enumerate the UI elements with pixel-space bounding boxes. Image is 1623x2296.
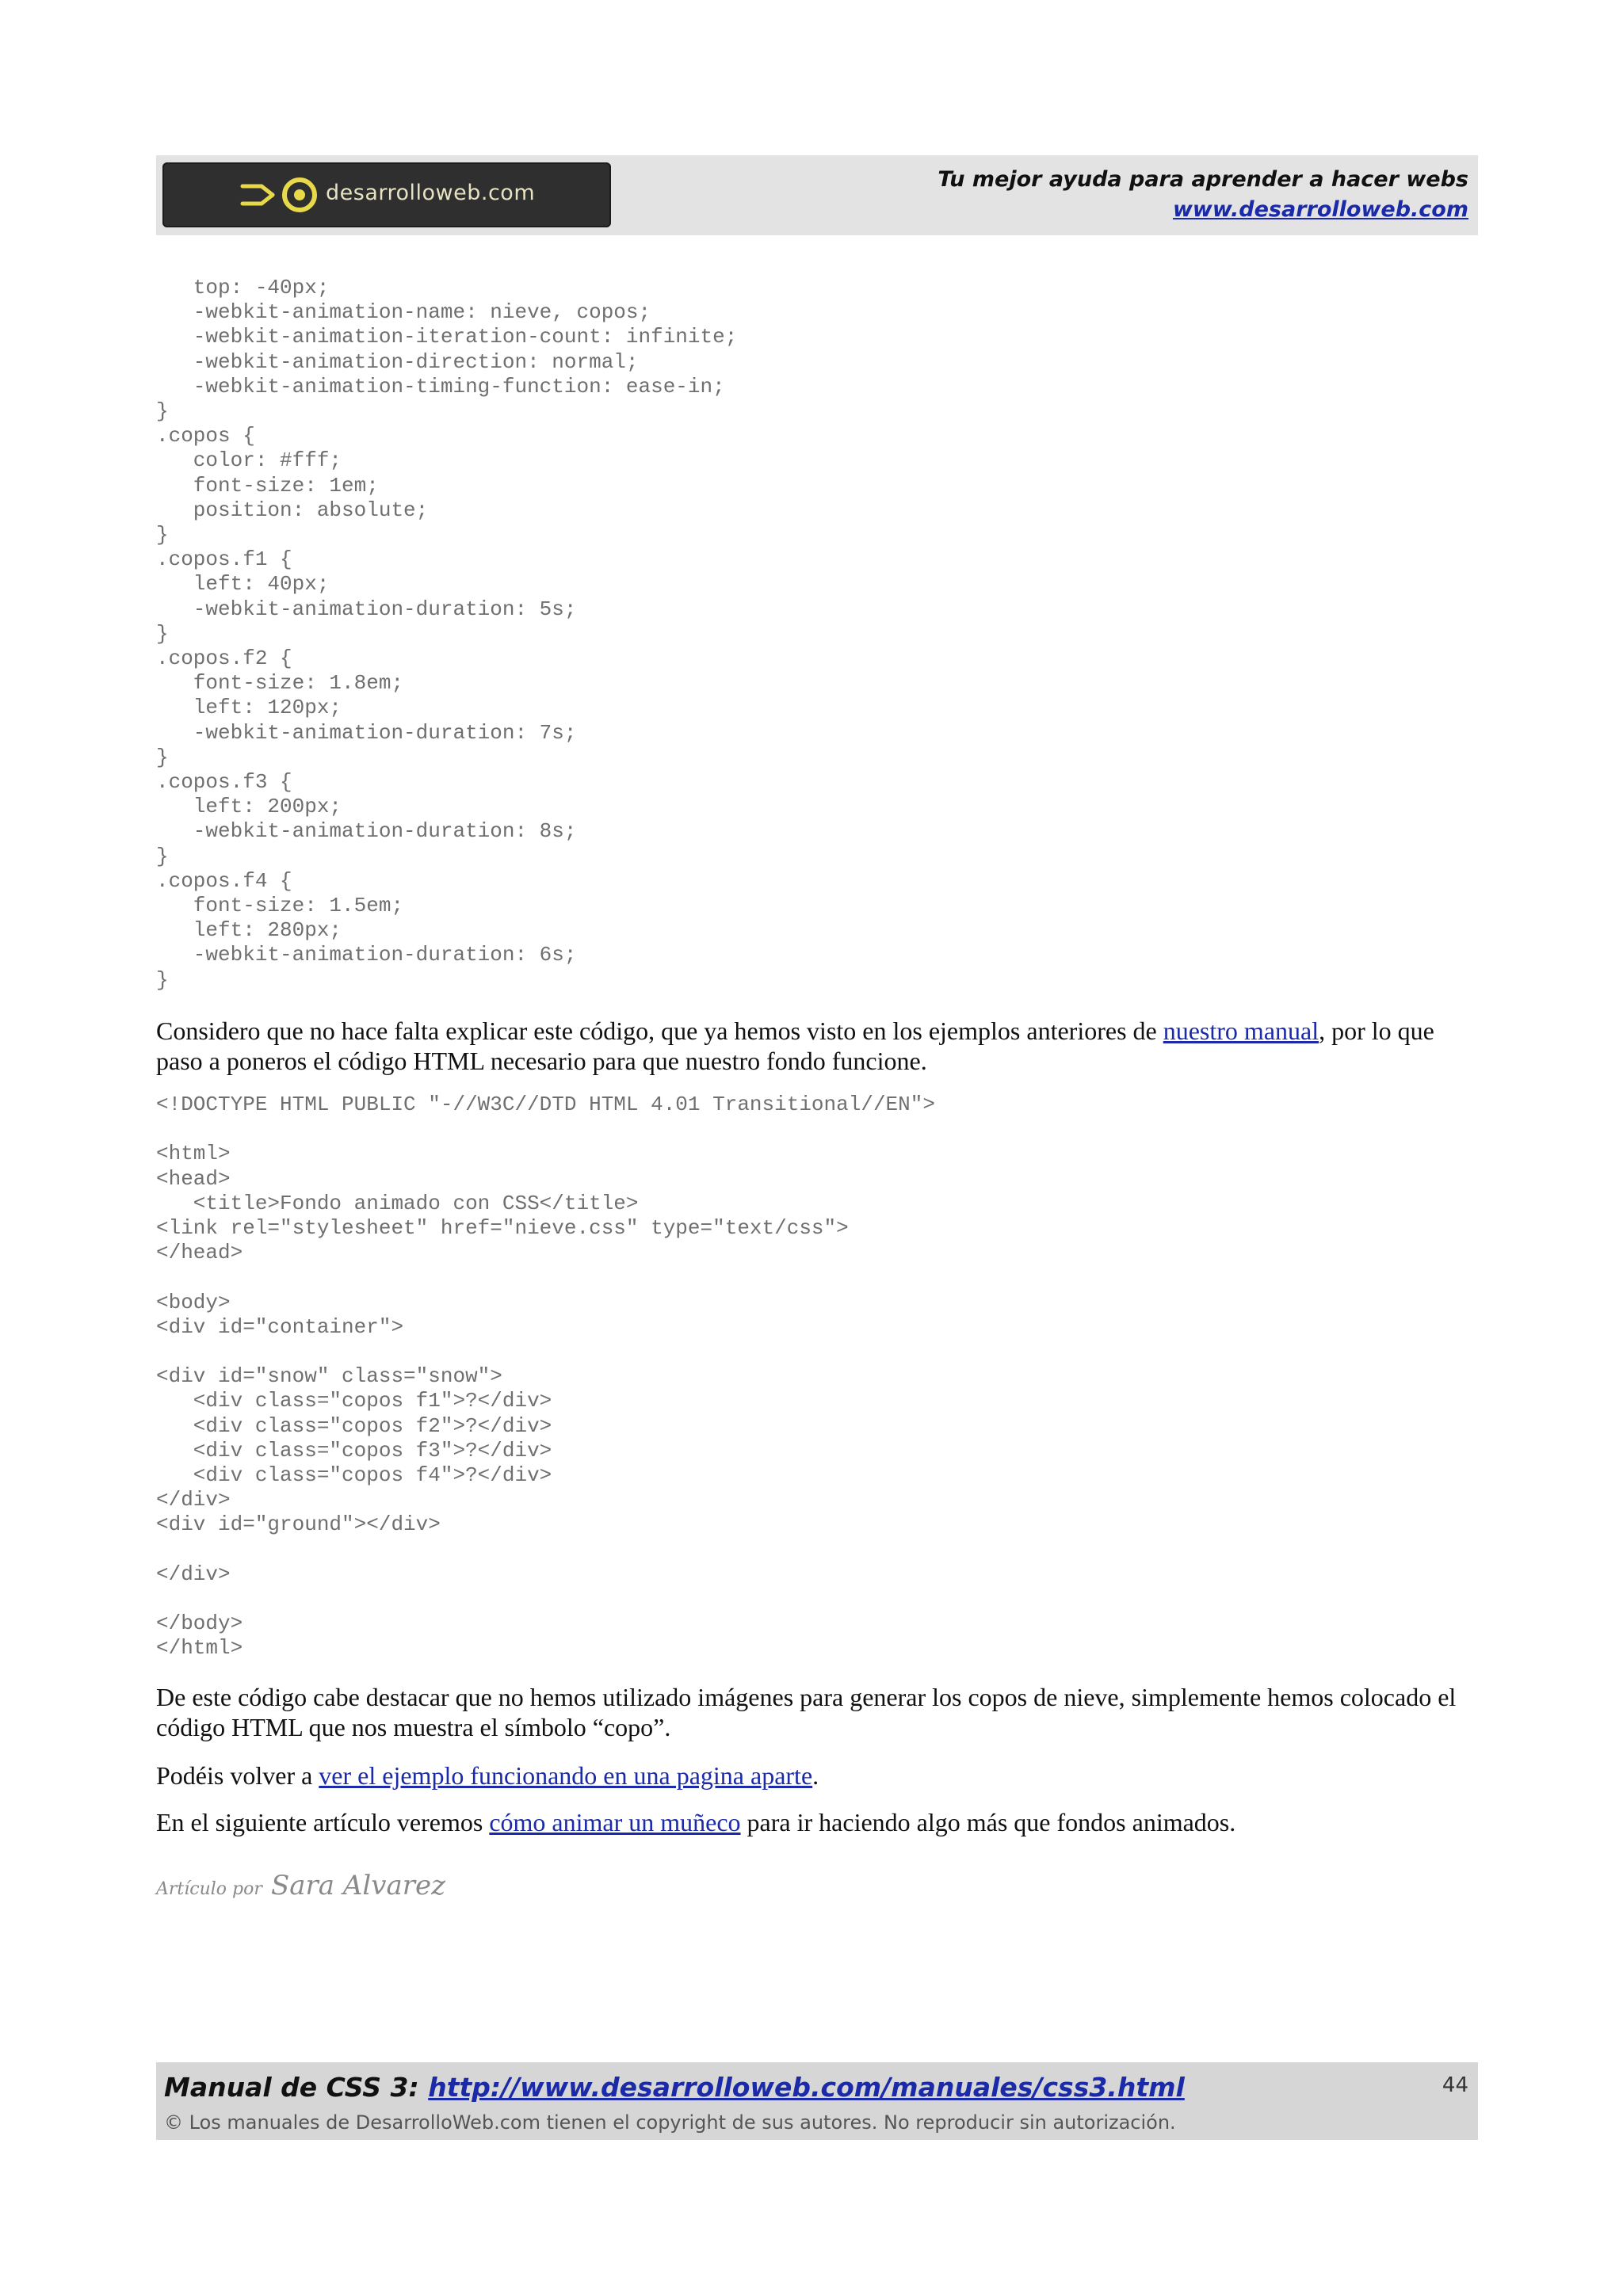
logo-text: desarrolloweb.com xyxy=(326,181,536,205)
next-article-link[interactable]: cómo animar un muñeco xyxy=(489,1808,741,1836)
paragraph-example xyxy=(156,1760,1478,1791)
page-footer xyxy=(156,2062,1478,2140)
html-code-block: <!DOCTYPE HTML PUBLIC "-//W3C//DTD HTML 4.01 Transitional//EN"> <html> <head> <title>Fondo animado con CSS</title> <link rel="stylesheet" href="nieve.css" type="text/css"> </head> <body> <div id="container"> <div id="snow" class="snow"> <div class="copos f1">?</div> <div class="copos f2">?</div> <div class="copos f3">?</div> <div class="copos f4">?</div> </div> <div id="ground"></div> </div> </body> </html> xyxy=(156,1093,935,1661)
css-code-block: top: -40px; -webkit-animation-name: nieve, copos; -webkit-animation-iteration-count: infinite; -webkit-animation-direction: normal; -webkit-animation-timing-function: ease-in; } .copos { color: #fff; font-size: 1em; position: absolute; } .copos.f1 { left: 40px; -webkit-animation-duration: 5s; } .copos.f2 { font-size: 1.8em; left: 120px; -webkit-animation-duration: 7s; } .copos.f3 { left: 200px; -webkit-animation-duration: 8s; } .copos.f4 { font-size: 1.5em; left: 280px; -webkit-animation-duration: 6s; } xyxy=(156,276,738,992)
footer-manual-title xyxy=(164,2072,1185,2103)
site-url-link[interactable]: www.desarrolloweb.com xyxy=(1172,197,1468,222)
footer-copyright: © Los manuales de DesarrolloWeb.com tienen el copyright de sus autores. No reproducir sin autorización. xyxy=(164,2111,1176,2134)
page-header xyxy=(156,155,1478,235)
article-byline xyxy=(156,1870,445,1901)
example-link[interactable]: ver el ejemplo funcionando en una pagina aparte xyxy=(319,1761,813,1790)
paragraph-text: Considero que no hace falta explicar este código, que ya hemos visto en los ejemplos anteriores de xyxy=(156,1016,1163,1045)
paragraph-text: . xyxy=(812,1761,819,1790)
paragraph-text: para ir haciendo algo más que fondos animados. xyxy=(740,1808,1236,1836)
paragraph-text: , por lo que paso a poneros el código HTML necesario para que nuestro fondo funcione. xyxy=(156,1016,1434,1075)
byline-label: Artículo por xyxy=(156,1879,262,1899)
paragraph-text: Podéis volver a xyxy=(156,1761,319,1790)
logo-mark-icon xyxy=(238,175,325,215)
footer-title-text: Manual de CSS 3: xyxy=(164,2072,429,2103)
page-number: 44 xyxy=(1442,2073,1468,2097)
header-tagline xyxy=(938,165,1468,225)
manual-link[interactable]: nuestro manual xyxy=(1163,1016,1319,1045)
paragraph-next xyxy=(156,1807,1478,1837)
footer-manual-link[interactable]: http://www.desarrolloweb.com/manuales/css3.html xyxy=(428,2072,1185,2103)
paragraph-explanation xyxy=(156,1016,1478,1076)
byline-author: Sara Alvarez xyxy=(270,1870,446,1901)
site-logo[interactable] xyxy=(162,162,611,227)
paragraph-note: De este código cabe destacar que no hemos utilizado imágenes para generar los copos de nieve, simplemente hemos colocado el código HTML que nos muestra el símbolo “copo”. xyxy=(156,1683,1457,1741)
tagline-text: Tu mejor ayuda para aprender a hacer webs xyxy=(938,167,1468,192)
paragraph-text: En el siguiente artículo veremos xyxy=(156,1808,490,1836)
